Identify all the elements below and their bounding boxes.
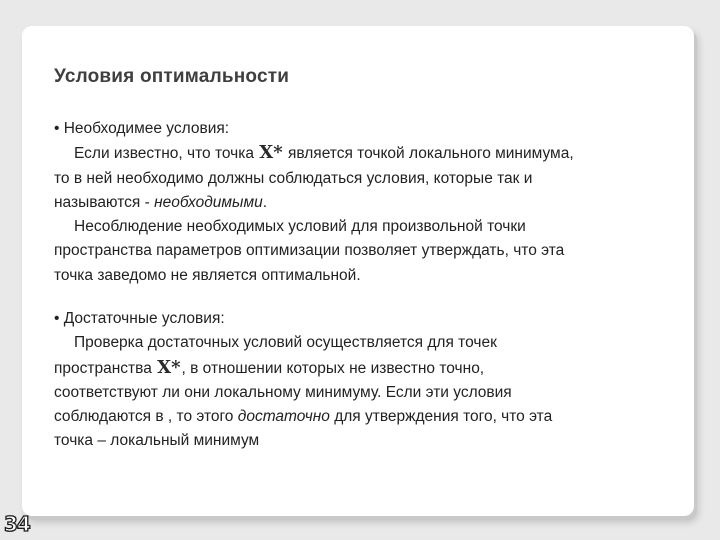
sufficient-line-1: Проверка достаточных условий осуществляется для точек [74,334,497,352]
emphasis-sufficient: достаточно [237,408,330,426]
text-span: пространства [54,359,152,377]
sufficient-line-3: соответствуют ли они локальному минимуму. Если эти условия [54,383,512,401]
necessary-conditions-block [54,117,694,288]
slide-title: Условия оптимальности [54,66,290,87]
necessary-line-4: Несоблюдение необходимых условий для произвольной точки [74,218,526,236]
sufficient-bullet: • Достаточные условия: [54,310,225,327]
necessary-line-5: пространства параметров оптимизации позволяет утверждать, что эта [54,242,565,260]
sufficient-line-5: точка – локальный минимум [54,432,260,450]
text-span: соблюдаются в , то этого [54,408,238,426]
text-span: называются - [54,193,155,211]
necessary-line-1 [54,141,694,166]
sufficient-line-4 [54,405,694,429]
necessary-line-6: точка заведомо не является оптимальной. [54,266,361,284]
text-span: является точкой локального минимума, [287,145,574,163]
necessary-line-3 [54,191,694,215]
sufficient-conditions-block [54,307,694,454]
text-span: для утверждения того, что эта [329,408,553,426]
necessary-bullet: • Необходимее условия: [54,120,230,137]
sufficient-line-2 [54,356,694,381]
text-span: . [262,193,268,211]
x-star-symbol: X* [157,356,181,378]
text-span: Если известно, что точка [74,145,254,163]
necessary-line-2: то в ней необходимо должны соблюдаться условия, которые так и [54,169,533,187]
slide-number: 34 [4,512,30,536]
x-star-symbol: X* [259,142,283,164]
text-span: , в отношении которых не известно точно, [181,359,485,377]
emphasis-necessary: необходимыми [154,193,263,211]
